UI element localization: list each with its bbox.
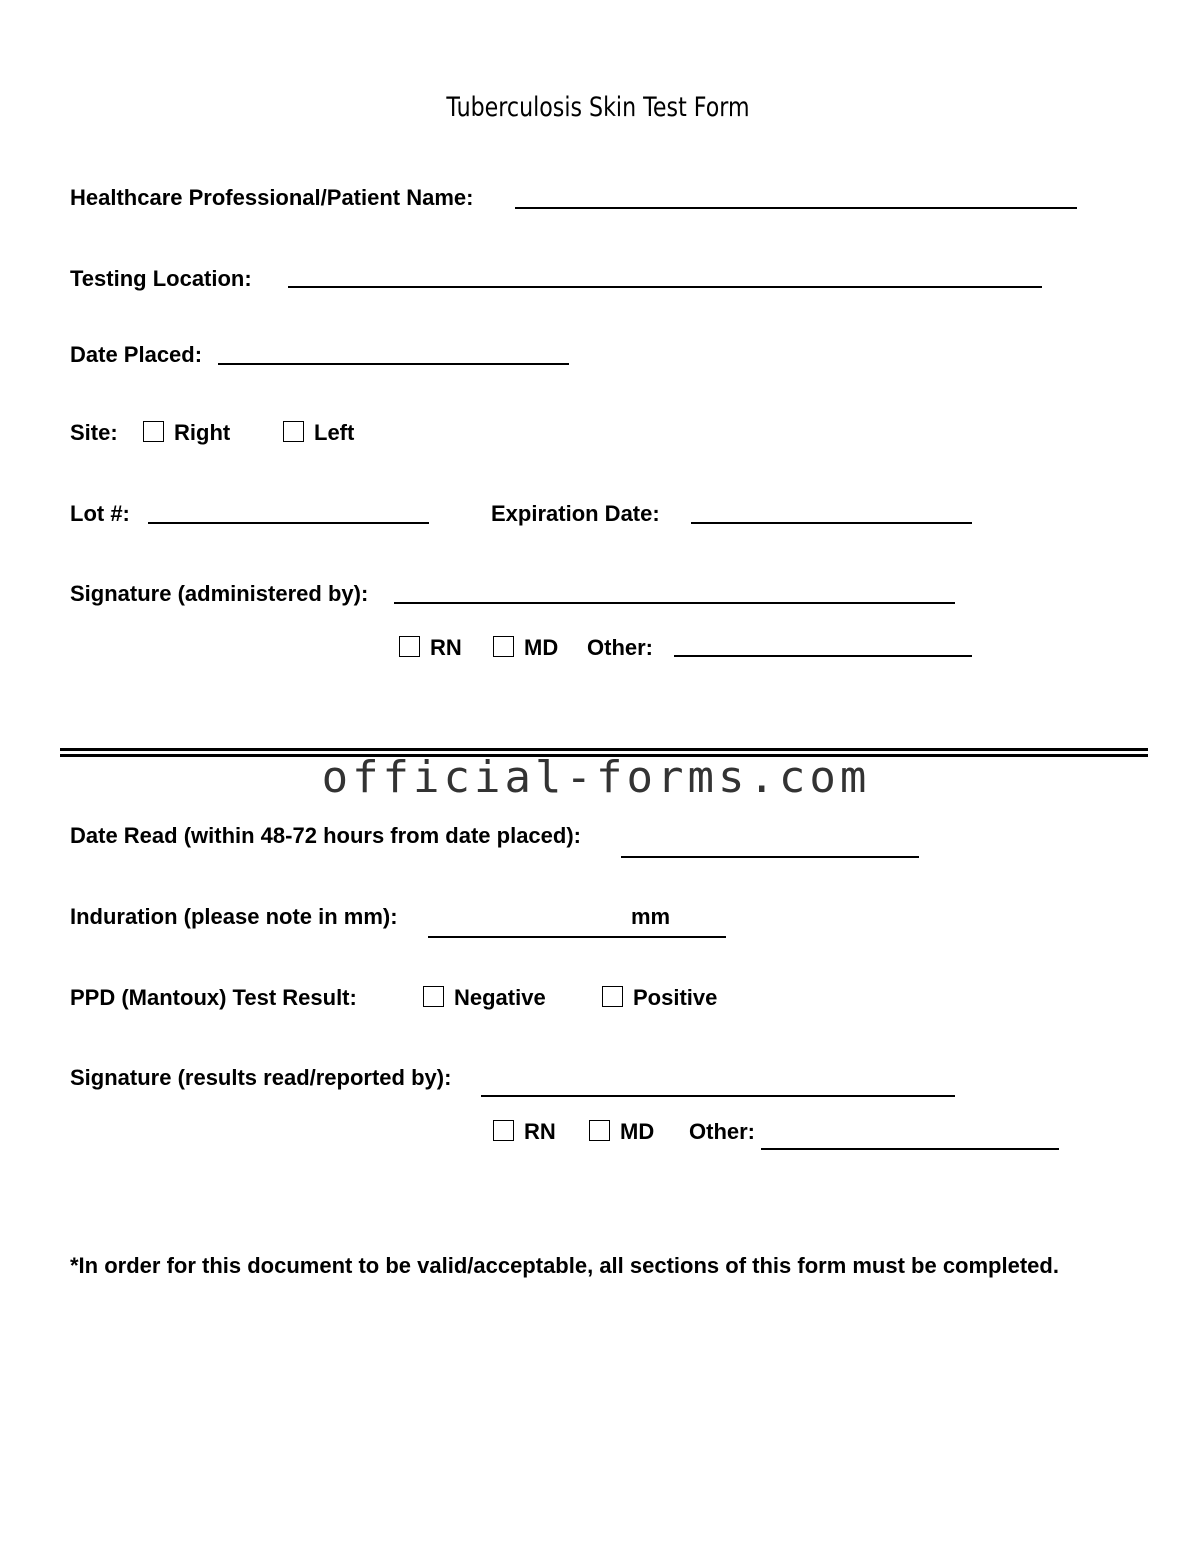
date-placed-field[interactable] <box>218 363 569 365</box>
patient-name-field[interactable] <box>515 207 1077 209</box>
positive-checkbox[interactable] <box>602 986 623 1007</box>
signature-read-label: Signature (results read/reported by): <box>70 1065 452 1090</box>
admin-rn-checkbox[interactable] <box>399 636 420 657</box>
admin-rn-label: RN <box>430 635 462 660</box>
site-left-label: Left <box>314 420 355 445</box>
date-read-field[interactable] <box>621 856 919 858</box>
testing-location-label: Testing Location: <box>70 266 252 291</box>
admin-other-field[interactable] <box>674 655 972 657</box>
admin-other-label: Other: <box>587 635 653 660</box>
lot-field[interactable] <box>148 522 429 524</box>
positive-label: Positive <box>633 985 718 1010</box>
date-read-label: Date Read (within 48-72 hours from date placed): <box>70 823 581 848</box>
admin-md-checkbox[interactable] <box>493 636 514 657</box>
site-right-checkbox[interactable] <box>143 421 164 442</box>
lot-label: Lot #: <box>70 501 130 526</box>
read-md-checkbox[interactable] <box>589 1120 610 1141</box>
induration-unit: mm <box>631 904 671 929</box>
read-other-label: Other: <box>689 1119 755 1144</box>
footnote: *In order for this document to be valid/acceptable, all sections of this form must be completed. <box>70 1253 1059 1278</box>
signature-admin-field[interactable] <box>394 602 955 604</box>
site-left-checkbox[interactable] <box>283 421 304 442</box>
site-right-label: Right <box>174 420 231 445</box>
admin-md-label: MD <box>524 635 559 660</box>
signature-read-field[interactable] <box>481 1095 955 1097</box>
testing-location-field[interactable] <box>288 286 1042 288</box>
date-placed-label: Date Placed: <box>70 342 203 367</box>
read-rn-label: RN <box>524 1119 556 1144</box>
expiration-date-label: Expiration Date: <box>491 501 660 526</box>
negative-checkbox[interactable] <box>423 986 444 1007</box>
page-title: Tuberculosis Skin Test Form <box>446 92 750 123</box>
watermark: official-forms.com <box>321 752 871 803</box>
patient-name-label: Healthcare Professional/Patient Name: <box>70 185 474 210</box>
expiration-date-field[interactable] <box>691 522 972 524</box>
signature-admin-label: Signature (administered by): <box>70 581 369 606</box>
section-divider-top <box>60 748 1148 751</box>
site-label: Site: <box>70 420 118 445</box>
ppd-result-label: PPD (Mantoux) Test Result: <box>70 985 357 1010</box>
read-rn-checkbox[interactable] <box>493 1120 514 1141</box>
read-md-label: MD <box>620 1119 655 1144</box>
negative-label: Negative <box>454 985 546 1010</box>
induration-field[interactable] <box>428 936 726 938</box>
read-other-field[interactable] <box>761 1148 1059 1150</box>
induration-label: Induration (please note in mm): <box>70 904 398 929</box>
